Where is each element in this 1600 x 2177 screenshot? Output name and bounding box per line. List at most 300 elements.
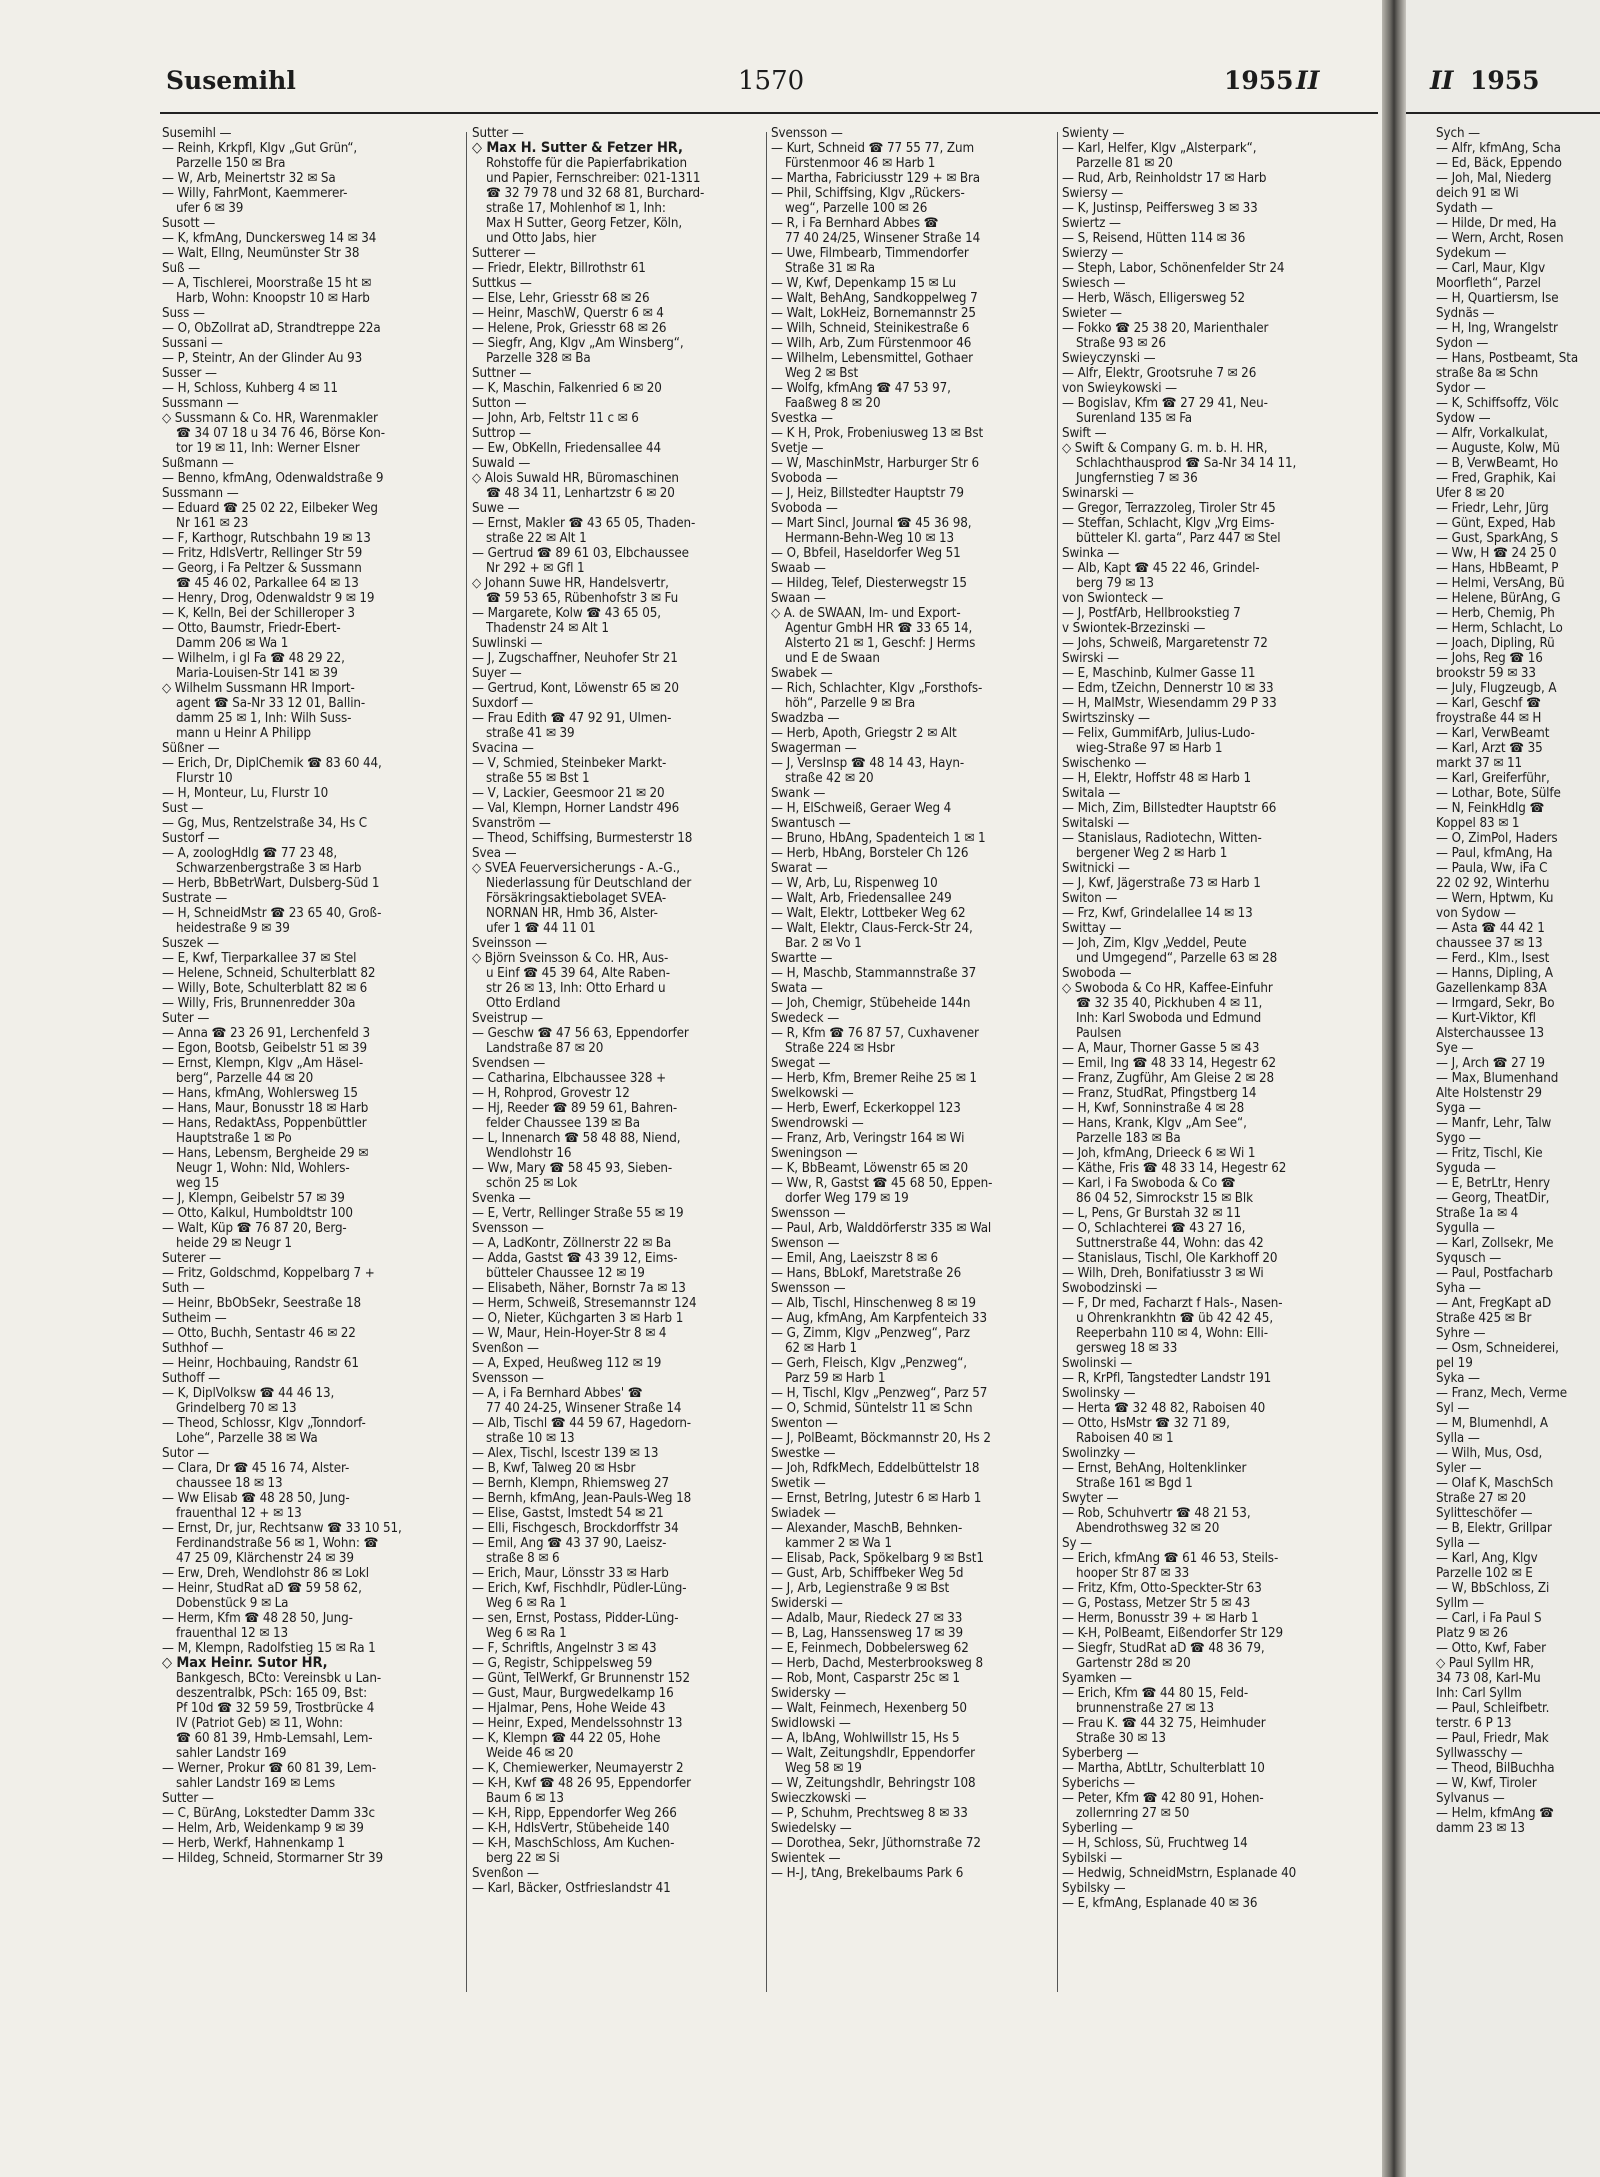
directory-entry: — Heinr, MaschW, Querstr 6 ✉ 4 [472,306,664,321]
directory-entry: sahler Landstr 169 [176,1746,287,1761]
directory-entry: — F, Dr med, Facharzt f Hals-, Nasen- [1062,1296,1283,1311]
directory-entry: — F, Schriftls, Angelnstr 3 ✉ 43 [472,1641,657,1656]
directory-entry: — W, Arb, Lu, Rispenweg 10 [771,876,938,891]
surname-heading: Swieter — [1062,306,1122,321]
column-divider [466,132,467,1992]
directory-entry: Parzelle 150 ✉ Bra [176,156,286,171]
surname-heading: Swittay — [1062,921,1122,936]
directory-entry: — K, Maschin, Falkenried 6 ✉ 20 [472,381,662,396]
directory-entry: — Emil, Ing ☎ 48 33 14, Hegestr 62 [1062,1056,1277,1071]
directory-entry: straße 42 ✉ 20 [785,771,874,786]
surname-heading: Swendrowski — [771,1116,864,1131]
next-page-entry: — Ant, FregKapt aD [1436,1296,1552,1311]
directory-entry: — Fokko ☎ 25 38 20, Marienthaler [1062,321,1269,336]
directory-entry: — K, Justinsp, Peiffersweg 3 ✉ 33 [1062,201,1258,216]
directory-entry: — R, Kfm ☎ 76 87 57, Cuxhavener [771,1026,979,1041]
directory-entry: weg“, Parzelle 100 ✉ 26 [785,201,928,216]
next-page-entry: — Hans, Postbeamt, Sta [1436,351,1579,366]
directory-entry: — K, Klempn ☎ 44 22 05, Hohe [472,1731,661,1746]
directory-entry: — J, Heiz, Billstedter Hauptstr 79 [771,486,964,501]
surname-heading: Swidersky — [771,1686,847,1701]
directory-entry: — K, Chemiewerker, Neumayerstr 2 [472,1761,684,1776]
directory-entry: — Karl, i Fa Swoboda & Co ☎ [1062,1176,1236,1191]
next-page-entry: terstr. 6 P 13 [1436,1716,1512,1731]
directory-entry: — Steph, Labor, Schönenfelder Str 24 [1062,261,1285,276]
surname-heading: Svoboda — [771,501,838,516]
next-page-entry: — Paul, Friedr, Mak [1436,1731,1549,1746]
next-page-entry: Syler — [1436,1461,1482,1476]
directory-entry: — Ernst, Makler ☎ 43 65 05, Thaden- [472,516,696,531]
directory-column-2 [472,126,762,2146]
directory-entry: — H, Maschb, Stammannstraße 37 [771,966,977,981]
next-page-entry: — Otto, Kwf, Faber [1436,1641,1546,1656]
directory-entry: und Papier, Fernschreiber: 021-1311 [486,171,701,186]
directory-entry: — W, Maur, Hein-Hoyer-Str 8 ✉ 4 [472,1326,667,1341]
next-page-entry: — Joh, Mal, Niederg [1436,171,1552,186]
directory-entry: Bankgesch, BCto: Vereinsbk u Lan- [176,1671,382,1686]
directory-entry: Jungfernstieg 7 ✉ 36 [1076,471,1198,486]
next-page-entry: Koppel 83 ✉ 1 [1436,816,1520,831]
directory-entry: Fürstenmoor 46 ✉ Harb 1 [785,156,936,171]
directory-entry: berg 79 ✉ 13 [1076,576,1154,591]
surname-heading: Swenson — [771,1236,840,1251]
directory-entry: — A, IbAng, Wohlwillstr 15, Hs 5 [771,1731,960,1746]
directory-entry: — Mich, Zim, Billstedter Hauptstr 66 [1062,801,1277,816]
directory-entry: felder Chaussee 139 ✉ Ba [486,1116,640,1131]
next-page-entry: Syllm — [1436,1596,1485,1611]
directory-entry: damm 25 ✉ 1, Inh: Wilh Suss- [176,711,352,726]
directory-entry: — Helm, Arb, Weidenkamp 9 ✉ 39 [162,1821,364,1836]
directory-entry: Parzelle 183 ✉ Ba [1076,1131,1181,1146]
directory-entry: — K H, Prok, Frobeniusweg 13 ✉ Bst [771,426,984,441]
directory-entry: — K-H, PolBeamt, Eißendorfer Str 129 [1062,1626,1284,1641]
next-page-entry: — N, FeinkHdlg ☎ [1436,801,1545,816]
surname-heading: Swientek — [771,1851,841,1866]
surname-heading: Swobodzinski — [1062,1281,1158,1296]
directory-entry: — Hans, BbLokf, Maretstraße 26 [771,1266,962,1281]
directory-entry: — Anna ☎ 23 26 91, Lerchenfeld 3 [162,1026,371,1041]
next-page-entry: — J, Arch ☎ 27 19 [1436,1056,1545,1071]
directory-entry: ufer 1 ☎ 44 11 01 [486,921,596,936]
surname-heading: Sweningson — [771,1146,858,1161]
directory-entry: — Otto, HsMstr ☎ 32 71 89, [1062,1416,1230,1431]
directory-entry: Straße 30 ✉ 13 [1076,1731,1166,1746]
directory-entry: — O, Nieter, Küchgarten 3 ✉ Harb 1 [472,1311,684,1326]
surname-heading: Swoboda — [1062,966,1132,981]
directory-entry: gersweg 18 ✉ 33 [1076,1341,1178,1356]
surname-heading: Sveinsson — [472,936,547,951]
directory-entry: — Wilh, Schneid, Steinikestraße 6 [771,321,970,336]
directory-entry: Faaßweg 8 ✉ 20 [785,396,881,411]
next-page-entry: — Kurt-Viktor, Kfl [1436,1011,1536,1026]
next-page-entry: — M, Blumenhdl, A [1436,1416,1548,1431]
next-page-entry: — Irmgard, Sekr, Bo [1436,996,1555,1011]
next-page-entry: — Karl, Geschf ☎ [1436,696,1541,711]
surname-heading: Sy — [1062,1536,1093,1551]
directory-entry: — Peter, Kfm ☎ 42 80 91, Hohen- [1062,1791,1264,1806]
directory-entry: Neugr 1, Wohn: Nld, Wohlers- [176,1161,350,1176]
directory-entry: — Erich, kfmAng ☎ 61 46 53, Steils- [1062,1551,1279,1566]
directory-entry: Hermann-Behn-Weg 10 ✉ 13 [785,531,955,546]
directory-entry: — Hans, Lebensm, Bergheide 29 ✉ [162,1146,369,1161]
directory-entry: — Willy, FahrMont, Kaemmerer- [162,186,348,201]
directory-entry: — L, Innenarch ☎ 58 48 88, Niend, [472,1131,681,1146]
directory-entry: bergener Weg 2 ✉ Harb 1 [1076,846,1228,861]
surname-heading: Svensson — [771,126,843,141]
next-page-entry: chaussee 37 ✉ 13 [1436,936,1543,951]
surname-heading: Suyer — [472,666,522,681]
surname-heading: Swaab — [771,561,826,576]
next-page-entry: Sylla — [1436,1536,1480,1551]
directory-entry: — Walt, Küp ☎ 76 87 20, Berg- [162,1221,347,1236]
directory-entry: — Elli, Fischgesch, Brockdorffstr 34 [472,1521,679,1536]
directory-entry: — W, MaschinMstr, Harburger Str 6 [771,456,979,471]
directory-entry: ◇ Swoboda & Co HR, Kaffee-Einfuhr [1062,981,1273,996]
directory-entry: — Siegfr, StudRat aD ☎ 48 36 79, [1062,1641,1265,1656]
next-page-entry: von Sydow — [1436,906,1516,921]
directory-entry: — H, ElSchweiß, Geraer Weg 4 [771,801,952,816]
directory-entry: Parz 59 ✉ Harb 1 [785,1371,886,1386]
directory-entry: — Wilh, Dreh, Bonifatiusstr 3 ✉ Wi [1062,1266,1264,1281]
directory-entry: — Alb, Tischl, Hinschenweg 8 ✉ 19 [771,1296,976,1311]
directory-entry: ◇ Max Heinr. Sutor HR, [162,1656,328,1671]
directory-entry: — Hedwig, SchneidMstrn, Esplanade 40 [1062,1866,1297,1881]
directory-entry: Schwarzenbergstraße 3 ✉ Harb [176,861,362,876]
directory-entry: — sen, Ernst, Postass, Pidder-Lüng- [472,1611,679,1626]
directory-entry: — Gust, Arb, Schiffbeker Weg 5d [771,1566,964,1581]
directory-entry: — F, Karthogr, Rutschbahn 19 ✉ 13 [162,531,371,546]
book-binding-gutter [1382,0,1406,2177]
next-page-entry: — Lothar, Bote, Sülfe [1436,786,1561,801]
directory-entry: — Walt, BehAng, Sandkoppelweg 7 [771,291,978,306]
surname-heading: Syberling — [1062,1821,1134,1836]
directory-entry: — Stanislaus, Radiotechn, Witten- [1062,831,1262,846]
directory-entry: schön 25 ✉ Lok [486,1176,578,1191]
directory-entry: — Ww, R, Gastst ☎ 45 68 50, Eppen- [771,1176,993,1191]
next-page-entry: Inh: Carl Syllm [1436,1686,1522,1701]
directory-entry: ☎ 45 46 02, Parkallee 64 ✉ 13 [176,576,359,591]
directory-entry: — Gg, Mus, Rentzelstraße 34, Hs C [162,816,368,831]
directory-entry: — Walt, LokHeiz, Bornemannstr 25 [771,306,976,321]
directory-entry: — K-H, Kwf ☎ 48 26 95, Eppendorfer [472,1776,691,1791]
directory-entry: — J, Kwf, Jägerstraße 73 ✉ Harb 1 [1062,876,1261,891]
directory-entry: — Otto, Baumstr, Friedr-Ebert- [162,621,341,636]
directory-entry: — Gregor, Terrazzoleg, Tiroler Str 45 [1062,501,1276,516]
directory-entry: bütteler Chaussee 12 ✉ 19 [486,1266,645,1281]
directory-entry: Dobenstück 9 ✉ La [176,1596,289,1611]
directory-entry: — A, Tischlerei, Moorstraße 15 ht ✉ [162,276,372,291]
directory-entry: ◇ Wilhelm Sussmann HR Import- [162,681,355,696]
directory-entry: — Rud, Arb, Reinholdstr 17 ✉ Harb [1062,171,1267,186]
surname-heading: Swedeck — [771,1011,840,1026]
directory-entry: straße 55 ✉ Bst 1 [486,771,590,786]
surname-heading: Swidlowski — [771,1716,851,1731]
directory-entry: — A, Maur, Thorner Gasse 5 ✉ 43 [1062,1041,1260,1056]
directory-entry: — J, Zugschaffner, Neuhofer Str 21 [472,651,678,666]
surname-heading: Swift — [1062,426,1107,441]
directory-entry: — Walt, Elektr, Lottbeker Weg 62 [771,906,966,921]
directory-entry: — Käthe, Fris ☎ 48 33 14, Hegestr 62 [1062,1161,1287,1176]
directory-entry: — Otto, Buchh, Sentastr 46 ✉ 22 [162,1326,356,1341]
directory-entry: — Georg, i Fa Peltzer & Sussmann [162,561,362,576]
directory-entry: — Eduard ☎ 25 02 22, Eilbeker Weg [162,501,378,516]
next-page-entry: — July, Flugzeugb, A [1436,681,1557,696]
directory-entry: brunnenstraße 27 ✉ 13 [1076,1701,1215,1716]
directory-entry: — H, Schloss, Kuhberg 4 ✉ 11 [162,381,338,396]
directory-entry: — Franz, Zugführ, Am Gleise 2 ✉ 28 [1062,1071,1274,1086]
directory-entry: Damm 206 ✉ Wa 1 [176,636,289,651]
directory-entry: — Erich, Dr, DiplChemik ☎ 83 60 44, [162,756,382,771]
directory-entry: sahler Landstr 169 ✉ Lems [176,1776,335,1791]
directory-entry: — Stanislaus, Tischl, Ole Karkhoff 20 [1062,1251,1278,1266]
directory-entry: — Henry, Drog, Odenwaldstr 9 ✉ 19 [162,591,375,606]
next-page-entry: — Carl, i Fa Paul S [1436,1611,1542,1626]
directory-entry: Otto Erdland [486,996,561,1011]
directory-entry: — Heinr, Exped, Mendelssohnstr 13 [472,1716,683,1731]
directory-entry: — Frau Edith ☎ 47 92 91, Ulmen- [472,711,672,726]
directory-entry: — A, i Fa Bernhard Abbes' ☎ [472,1386,643,1401]
directory-entry: — Dorothea, Sekr, Jüthornstraße 72 [771,1836,981,1851]
next-page-entry: — Gust, SparkAng, S [1436,531,1559,546]
surname-heading: Sussani — [162,336,223,351]
surname-heading: Sutheim — [162,1311,227,1326]
directory-entry: u Ohrenkrankhtn ☎ üb 42 42 45, [1076,1311,1274,1326]
directory-entry: — Joh, Zim, Klgv „Veddel, Peute [1062,936,1247,951]
surname-heading: Sussmann — [162,396,239,411]
directory-entry: — Bernh, Klempn, Rhiemsweg 27 [472,1476,670,1491]
surname-heading: Susemihl — [162,126,232,141]
directory-entry: — Heinr, BbObSekr, Seestraße 18 [162,1296,362,1311]
directory-entry: — Erich, Kfm ☎ 44 80 15, Feld- [1062,1686,1249,1701]
directory-entry: tor 19 ✉ 11, Inh: Werner Elsner [176,441,360,456]
surname-heading: Swenton — [771,1416,838,1431]
directory-entry: — Walt, Elektr, Claus-Ferck-Str 24, [771,921,973,936]
next-page-entry: — Helmi, VersAng, Bü [1436,576,1565,591]
directory-entry: — Catharina, Elbchaussee 328 + [472,1071,666,1086]
next-page-entry: — Alfr, Vorkalkulat, [1436,426,1548,441]
directory-entry: — W, Arb, Meinertstr 32 ✉ Sa [162,171,336,186]
next-page-entry: Sydon — [1436,336,1489,351]
next-page-year: 1955 [1470,66,1540,95]
directory-entry: — G, Postass, Metzer Str 5 ✉ 43 [1062,1596,1251,1611]
next-page-entry: Parzelle 102 ✉ E [1436,1566,1533,1581]
surname-heading: Sustrate — [162,891,228,906]
next-page-entry: Sylitteschöfer — [1436,1506,1533,1521]
directory-entry: — Steffan, Schlacht, Klgv „Vrg Eims- [1062,516,1275,531]
directory-entry: — Heinr, StudRat aD ☎ 59 58 62, [162,1581,362,1596]
directory-entry: — O, ObZollrat aD, Strandtreppe 22a [162,321,381,336]
directory-entry: — Franz, StudRat, Pfingstberg 14 [1062,1086,1257,1101]
directory-entry: — V, Schmied, Steinbeker Markt- [472,756,667,771]
surname-heading: Swieczkowski — [771,1791,867,1806]
directory-entry: — Rob, Schuhvertr ☎ 48 21 53, [1062,1506,1251,1521]
directory-entry: Raboisen 40 ✉ 1 [1076,1431,1174,1446]
directory-entry: Gartenstr 28d ✉ 20 [1076,1656,1191,1671]
directory-entry: Nr 292 + ✉ Gfl 1 [486,561,585,576]
next-page-entry: — Wilh, Mus, Osd, [1436,1446,1543,1461]
directory-entry: Straße 31 ✉ Ra [785,261,876,276]
directory-entry: — Martha, AbtLtr, Schulterblatt 10 [1062,1761,1265,1776]
directory-entry: — Bernh, kfmAng, Jean-Pauls-Weg 18 [472,1491,692,1506]
surname-heading: Sustorf — [162,831,220,846]
directory-entry: — K-H, HdlsVertr, Stübeheide 140 [472,1821,670,1836]
directory-entry: und Umgegend“, Parzelle 63 ✉ 28 [1076,951,1278,966]
next-page-entry: Sydath — [1436,201,1493,216]
directory-entry: Weg 2 ✉ Bst [785,366,859,381]
directory-entry: — Bogislav, Kfm ☎ 27 29 41, Neu- [1062,396,1268,411]
directory-entry: — Walt, Feinmech, Hexenberg 50 [771,1701,967,1716]
surname-heading: Swirtszinsky — [1062,711,1150,726]
directory-entry: ◇ Alois Suwald HR, Büromaschinen [472,471,679,486]
next-page-entry: Straße 425 ✉ Br [1436,1311,1532,1326]
surname-heading: Switala — [1062,786,1121,801]
directory-entry: — Frau K. ☎ 44 32 75, Heimhuder [1062,1716,1266,1731]
directory-entry: 77 40 24/25, Winsener Straße 14 [785,231,981,246]
surname-heading: Swartte — [771,951,833,966]
next-page-entry: markt 37 ✉ 11 [1436,756,1523,771]
directory-entry: — E, Maschinb, Kulmer Gasse 11 [1062,666,1256,681]
next-page-entry: — Paul, kfmAng, Ha [1436,846,1553,861]
directory-entry: — H-J, tAng, Brekelbaums Park 6 [771,1866,964,1881]
directory-entry: chaussee 18 ✉ 13 [176,1476,283,1491]
directory-entry: — Hans, Krank, Klgv „Am See“, [1062,1116,1247,1131]
directory-entry: Försäkringsaktiebolaget SVEA- [486,891,667,906]
next-page-entry: Sydor — [1436,381,1486,396]
surname-heading: Suss — [162,306,205,321]
directory-entry: Wendlohstr 16 [486,1146,572,1161]
directory-entry: — Rob, Mont, Casparstr 25c ✉ 1 [771,1671,960,1686]
directory-entry: — K-H, MaschSchloss, Am Kuchen- [472,1836,675,1851]
surname-heading: Süßner — [162,741,220,756]
directory-entry: — H, Elektr, Hoffstr 48 ✉ Harb 1 [1062,771,1251,786]
next-page-rule [1406,112,1600,114]
next-page-entry: — O, ZimPol, Haders [1436,831,1558,846]
surname-heading: Suwe — [472,501,520,516]
next-page-entry: — Paul, Schleifbetr. [1436,1701,1550,1716]
directory-entry: straße 8 ✉ 6 [486,1551,560,1566]
surname-heading: Switon — [1062,891,1118,906]
surname-heading: Swolinski — [1062,1356,1133,1371]
next-page-entry: — Karl, Greiferführ, [1436,771,1550,786]
next-page-entry: — W, Kwf, Tiroler [1436,1776,1537,1791]
directory-entry: — Edm, tZeichn, Dennerstr 10 ✉ 33 [1062,681,1274,696]
directory-entry: — Gust, Maur, Burgwedelkamp 16 [472,1686,674,1701]
header-volume: II [1296,66,1320,95]
surname-heading: Sybilsky — [1062,1881,1126,1896]
directory-entry: — K-H, Ripp, Eppendorfer Weg 266 [472,1806,677,1821]
directory-entry: — Wilh, Arb, Zum Fürstenmoor 46 [771,336,972,351]
directory-column-3 [771,126,1053,2146]
directory-entry: ◇ Swift & Company G. m. b. H. HR, [1062,441,1268,456]
surname-heading: Swetik — [771,1476,826,1491]
next-page-entry: — Osm, Schneiderei, [1436,1341,1559,1356]
surname-heading: Swiersy — [1062,186,1124,201]
directory-entry: — H, Schloss, Sü, Fruchtweg 14 [1062,1836,1248,1851]
directory-entry: straße 22 ✉ Alt 1 [486,531,587,546]
directory-entry: 86 04 52, Simrockstr 15 ✉ Blk [1076,1191,1253,1206]
directory-column-4 [1062,126,1378,2146]
directory-entry: — O, Bbfeil, Haseldorfer Weg 51 [771,546,961,561]
directory-entry: — Felix, GummifArb, Julius-Ludo- [1062,726,1255,741]
directory-entry: ◇ A. de SWAAN, Im- und Export- [771,606,961,621]
next-page-entry: Syga — [1436,1101,1481,1116]
surname-heading: Swirski — [1062,651,1119,666]
directory-entry: Agentur GmbH HR ☎ 33 65 14, [785,621,973,636]
next-page-entry: — Asta ☎ 44 42 1 [1436,921,1545,936]
directory-entry: weg 15 [176,1176,220,1191]
directory-entry: ☎ 48 34 11, Lenhartzstr 6 ✉ 20 [486,486,675,501]
directory-entry: — Karl, Helfer, Klgv „Alsterpark“, [1062,141,1257,156]
surname-heading: Svenßon — [472,1341,539,1356]
next-page-entry: — Ferd., Klm., Isest [1436,951,1550,966]
next-page-entry: Syllwasschy — [1436,1746,1523,1761]
header-year: 1955 [1224,66,1294,95]
directory-entry: — Hj, Reeder ☎ 89 59 61, Bahren- [472,1101,678,1116]
directory-entry: — Herb, Wäsch, Elligersweg 52 [1062,291,1246,306]
surname-heading: Swiertz — [1062,216,1121,231]
surname-heading: Suwald — [472,456,531,471]
next-page-entry: 34 73 08, Karl-Mu [1436,1671,1541,1686]
next-page-entry: — E, BetrLtr, Henry [1436,1176,1550,1191]
surname-heading: Svenßon — [472,1866,539,1881]
next-page-entry: — H, Quartiersm, Ise [1436,291,1559,306]
next-page-entry: Sydekum — [1436,246,1507,261]
next-page-entry: damm 23 ✉ 13 [1436,1821,1525,1836]
running-head-surname: Susemihl [166,66,296,95]
surname-heading: Swiderski — [771,1596,843,1611]
directory-entry: Reeperbahn 110 ✉ 4, Wohn: Elli- [1076,1326,1268,1341]
next-page-entry: — H, Ing, Wrangelstr [1436,321,1558,336]
directory-entry: — V, Lackier, Geesmoor 21 ✉ 20 [472,786,665,801]
next-page-entry: ◇ Paul Syllm HR, [1436,1656,1534,1671]
next-page-entry: — Fritz, Tischl, Kie [1436,1146,1543,1161]
directory-entry: Surenland 135 ✉ Fa [1076,411,1193,426]
next-page-entry: — Hilde, Dr med, Ha [1436,216,1557,231]
directory-entry: — Fritz, Kfm, Otto-Speckter-Str 63 [1062,1581,1262,1596]
directory-entry: — J, PolBeamt, Böckmannstr 20, Hs 2 [771,1431,991,1446]
directory-entry: — Wilhelm, i gl Fa ☎ 48 29 22, [162,651,345,666]
directory-entry: — Mart Sincl, Journal ☎ 45 36 98, [771,516,972,531]
directory-entry: Baum 6 ✉ 13 [486,1791,564,1806]
next-page-entry: Moorfleth“, Parzel [1436,276,1541,291]
surname-heading: Suter — [162,1011,210,1026]
next-page-entry: — Hanns, Dipling, A [1436,966,1553,981]
directory-entry: — H, MalMstr, Wiesendamm 29 P 33 [1062,696,1277,711]
directory-entry: Hauptstraße 1 ✉ Po [176,1131,292,1146]
directory-entry: Suttnerstraße 44, Wohn: das 42 [1076,1236,1264,1251]
next-page-entry: Straße 27 ✉ 20 [1436,1491,1526,1506]
next-page-column [1436,126,1600,2146]
directory-entry: — Aug, kfmAng, Am Karpfenteich 33 [771,1311,987,1326]
next-page-volume: II [1430,66,1454,95]
directory-entry: — B, Lag, Hanssensweg 17 ✉ 39 [771,1626,964,1641]
next-page-entry: — Wern, Hptwm, Ku [1436,891,1554,906]
next-page-entry: — Helene, BürAng, G [1436,591,1561,606]
directory-entry: deszentralbk, PSch: 165 09, Bst: [176,1686,367,1701]
directory-entry: — W, Kwf, Depenkamp 15 ✉ Lu [771,276,956,291]
surname-heading: Sussmann — [162,486,239,501]
directory-entry: ☎ 32 35 40, Pickhuben 4 ✉ 11, [1076,996,1263,1011]
directory-entry: — Alb, Kapt ☎ 45 22 46, Grindel- [1062,561,1260,576]
next-page-entry: Sydnäs — [1436,306,1495,321]
surname-heading: Suthoff — [162,1371,221,1386]
directory-entry: — Else, Lehr, Griesstr 68 ✉ 26 [472,291,650,306]
directory-entry: — O, Schmid, Süntelstr 11 ✉ Schn [771,1401,973,1416]
directory-entry: Alsterto 21 ✉ 1, Geschf: J Herms [785,636,976,651]
directory-entry: — Clara, Dr ☎ 45 16 74, Alster- [162,1461,350,1476]
directory-entry: Landstraße 87 ✉ 20 [486,1041,604,1056]
directory-entry: — W, Zeitungshdlr, Behringstr 108 [771,1776,976,1791]
